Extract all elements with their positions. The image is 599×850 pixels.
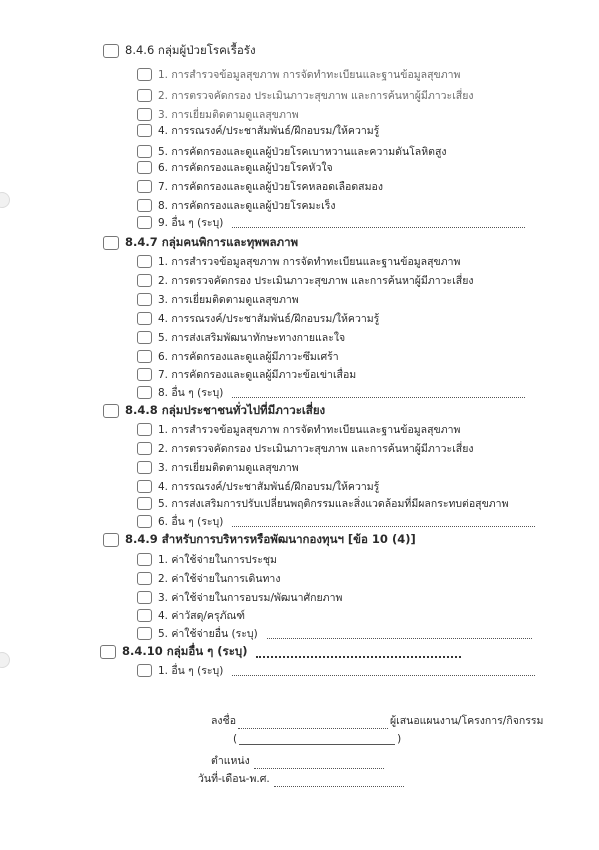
item-label: 6. อื่น ๆ (ระบุ) [158,516,224,528]
signature-row [211,712,543,729]
checkbox[interactable] [100,645,116,659]
item-label: 5. การส่งเสริมการปรับเปลี่ยนพฤติกรรมและสิ่งแวดล้อมที่มีผลกระทบต่อสุขภาพ [158,498,509,510]
section-label: 8.4.9 สำหรับการบริหารหรือพัฒนากองทุนฯ [ข้อ 10 (4)] [125,532,416,546]
section-label: 8.4.10 กลุ่มอื่น ๆ (ระบุ) [122,644,248,658]
checkbox-item-other[interactable] [137,513,535,530]
item-label: 3. การเยี่ยมติดตามดูแลสุขภาพ [158,109,299,121]
checkbox-item-other[interactable] [137,214,525,231]
section-label: 8.4.6 กลุ่มผู้ป่วยโรคเรื้อรัง [125,43,256,57]
checkbox-item[interactable] [137,310,379,327]
checkbox[interactable] [137,609,152,622]
item-label: 2. การตรวจคัดกรอง ประเมินภาวะสุขภาพ และการค้นหาผู้มีภาวะเสี่ยง [158,443,474,455]
checkbox-item[interactable] [137,178,383,195]
fill-in-line[interactable] [256,647,461,658]
checkbox-item[interactable] [137,122,379,139]
checkbox[interactable] [137,572,152,585]
checkbox-item[interactable] [137,459,299,476]
checkbox-item[interactable] [137,366,356,383]
fill-in-line[interactable] [232,666,535,676]
item-label: 1. การสำรวจข้อมูลสุขภาพ การจัดทำทะเบียนและฐานข้อมูลสุขภาพ [158,69,461,81]
role-label: ผู้เสนอแผนงาน/โครงการ/กิจกรรม [390,715,544,727]
name-line[interactable] [239,735,395,745]
item-label: 3. การเยี่ยมติดตามดูแลสุขภาพ [158,462,299,474]
checkbox[interactable] [137,216,152,229]
checkbox[interactable] [103,404,119,418]
section-8-4-9-checkbox[interactable] [103,531,416,549]
checkbox[interactable] [137,180,152,193]
checkbox[interactable] [137,368,152,381]
checkbox-item[interactable] [137,551,277,568]
checkbox-item[interactable] [137,478,379,495]
close-paren: ) [397,733,402,745]
open-paren: ( [233,733,238,745]
checkbox-item[interactable] [137,106,299,123]
checkbox[interactable] [103,236,119,250]
section-8-4-7-checkbox[interactable] [103,234,298,252]
fill-in-line[interactable] [232,517,535,527]
fill-in-line[interactable] [232,218,525,228]
item-label: 6. การคัดกรองและดูแลผู้มีภาวะซึมเศร้า [158,351,339,363]
checkbox-item[interactable] [137,291,299,308]
checkbox-item[interactable] [137,329,345,346]
date-label: วันที่-เดือน-พ.ศ. [198,773,270,785]
date-line[interactable] [274,777,404,787]
checkbox-item[interactable] [137,348,339,365]
item-label: 5. ค่าใช้จ่ายอื่น (ระบุ) [158,628,258,640]
checkbox-item[interactable] [137,607,245,624]
checkbox-item[interactable] [137,66,460,83]
checkbox-item[interactable] [137,272,473,289]
checkbox[interactable] [137,423,152,436]
item-label: 7. การคัดกรองและดูแลผู้ป่วยโรคหลอดเลือดสมอง [158,181,383,193]
item-label: 8. อื่น ๆ (ระบุ) [158,387,224,399]
checkbox-item[interactable] [137,589,342,606]
section-8-4-6-checkbox[interactable] [103,42,256,60]
item-label: 2. ค่าใช้จ่ายในการเดินทาง [158,573,281,585]
item-label: 1. อื่น ๆ (ระบุ) [158,665,224,677]
checkbox[interactable] [137,461,152,474]
checkbox[interactable] [137,68,152,81]
checkbox[interactable] [103,533,119,547]
checkbox-item[interactable] [137,421,460,438]
item-label: 8. การคัดกรองและดูแลผู้ป่วยโรคมะเร็ง [158,200,336,212]
checkbox-item[interactable] [137,495,509,512]
item-label: 7. การคัดกรองและดูแลผู้มีภาวะข้อเข่าเสื่อม [158,369,357,381]
checkbox[interactable] [137,124,152,137]
item-label: 1. การสำรวจข้อมูลสุขภาพ การจัดทำทะเบียนและฐานข้อมูลสุขภาพ [158,424,461,436]
checkbox[interactable] [137,331,152,344]
item-label: 5. การคัดกรองและดูแลผู้ป่วยโรคเบาหวานและความดันโลหิตสูง [158,146,447,158]
checkbox[interactable] [137,553,152,566]
checkbox-item[interactable] [137,570,280,587]
section-label: 8.4.7 กลุ่มคนพิการและทุพพลภาพ [125,235,299,249]
item-label: 3. ค่าใช้จ่ายในการอบรม/พัฒนาศักยภาพ [158,592,343,604]
checkbox[interactable] [137,255,152,268]
item-label: 4. การรณรงค์/ประชาสัมพันธ์/ฝึกอบรม/ให้ความรู้ [158,125,380,137]
punch-hole [0,192,10,208]
checkbox-item-other[interactable] [137,625,532,642]
section-8-4-8-checkbox[interactable] [103,402,325,420]
checkbox[interactable] [137,145,152,158]
position-row [211,752,384,769]
checkbox-item[interactable] [137,197,335,214]
checkbox[interactable] [137,664,152,677]
section-8-4-10-checkbox[interactable] [100,643,461,661]
punch-hole [0,652,10,668]
checkbox[interactable] [137,627,152,640]
item-label: 3. การเยี่ยมติดตามดูแลสุขภาพ [158,294,299,306]
checkbox[interactable] [103,44,119,58]
position-line[interactable] [254,759,384,769]
checkbox[interactable] [137,386,152,399]
item-label: 1. การสำรวจข้อมูลสุขภาพ การจัดทำทะเบียนและฐานข้อมูลสุขภาพ [158,256,461,268]
checkbox-item[interactable] [137,159,333,176]
fill-in-line[interactable] [232,388,525,398]
checkbox[interactable] [137,293,152,306]
checkbox[interactable] [137,497,152,510]
item-label: 2. การตรวจคัดกรอง ประเมินภาวะสุขภาพ และการค้นหาผู้มีภาวะเสี่ยง [158,275,474,287]
checkbox[interactable] [137,350,152,363]
item-label: 4. ค่าวัสดุ/ครุภัณฑ์ [158,610,245,622]
checkbox[interactable] [137,480,152,493]
checkbox[interactable] [137,515,152,528]
name-row [233,733,401,745]
checkbox[interactable] [137,442,152,455]
item-label: 1. ค่าใช้จ่ายในการประชุม [158,554,277,566]
item-label: 9. อื่น ๆ (ระบุ) [158,217,224,229]
checkbox-item-other[interactable] [137,384,525,401]
checkbox[interactable] [137,199,152,212]
section-label: 8.4.8 กลุ่มประชาชนทั่วไปที่มีภาวะเสี่ยง [125,403,326,417]
item-label: 4. การรณรงค์/ประชาสัมพันธ์/ฝึกอบรม/ให้ความรู้ [158,313,380,325]
checkbox[interactable] [137,274,152,287]
position-label: ตำแหน่ง [211,755,250,767]
item-label: 2. การตรวจคัดกรอง ประเมินภาวะสุขภาพ และการค้นหาผู้มีภาวะเสี่ยง [158,90,474,102]
item-label: 6. การคัดกรองและดูแลผู้ป่วยโรคหัวใจ [158,162,333,174]
date-row [198,770,404,787]
checkbox-item[interactable] [137,143,447,160]
checkbox-item[interactable] [137,87,473,104]
signature-line[interactable] [238,719,388,729]
checkbox-item[interactable] [137,440,473,457]
fill-in-line[interactable] [267,629,532,639]
checkbox[interactable] [137,312,152,325]
sign-label: ลงชื่อ [211,715,236,727]
checkbox-item-other[interactable] [137,662,535,679]
checkbox[interactable] [137,108,152,121]
item-label: 5. การส่งเสริมพัฒนาทักษะทางกายและใจ [158,332,346,344]
item-label: 4. การรณรงค์/ประชาสัมพันธ์/ฝึกอบรม/ให้ความรู้ [158,481,380,493]
checkbox[interactable] [137,591,152,604]
checkbox[interactable] [137,89,152,102]
checkbox[interactable] [137,161,152,174]
checkbox-item[interactable] [137,253,460,270]
